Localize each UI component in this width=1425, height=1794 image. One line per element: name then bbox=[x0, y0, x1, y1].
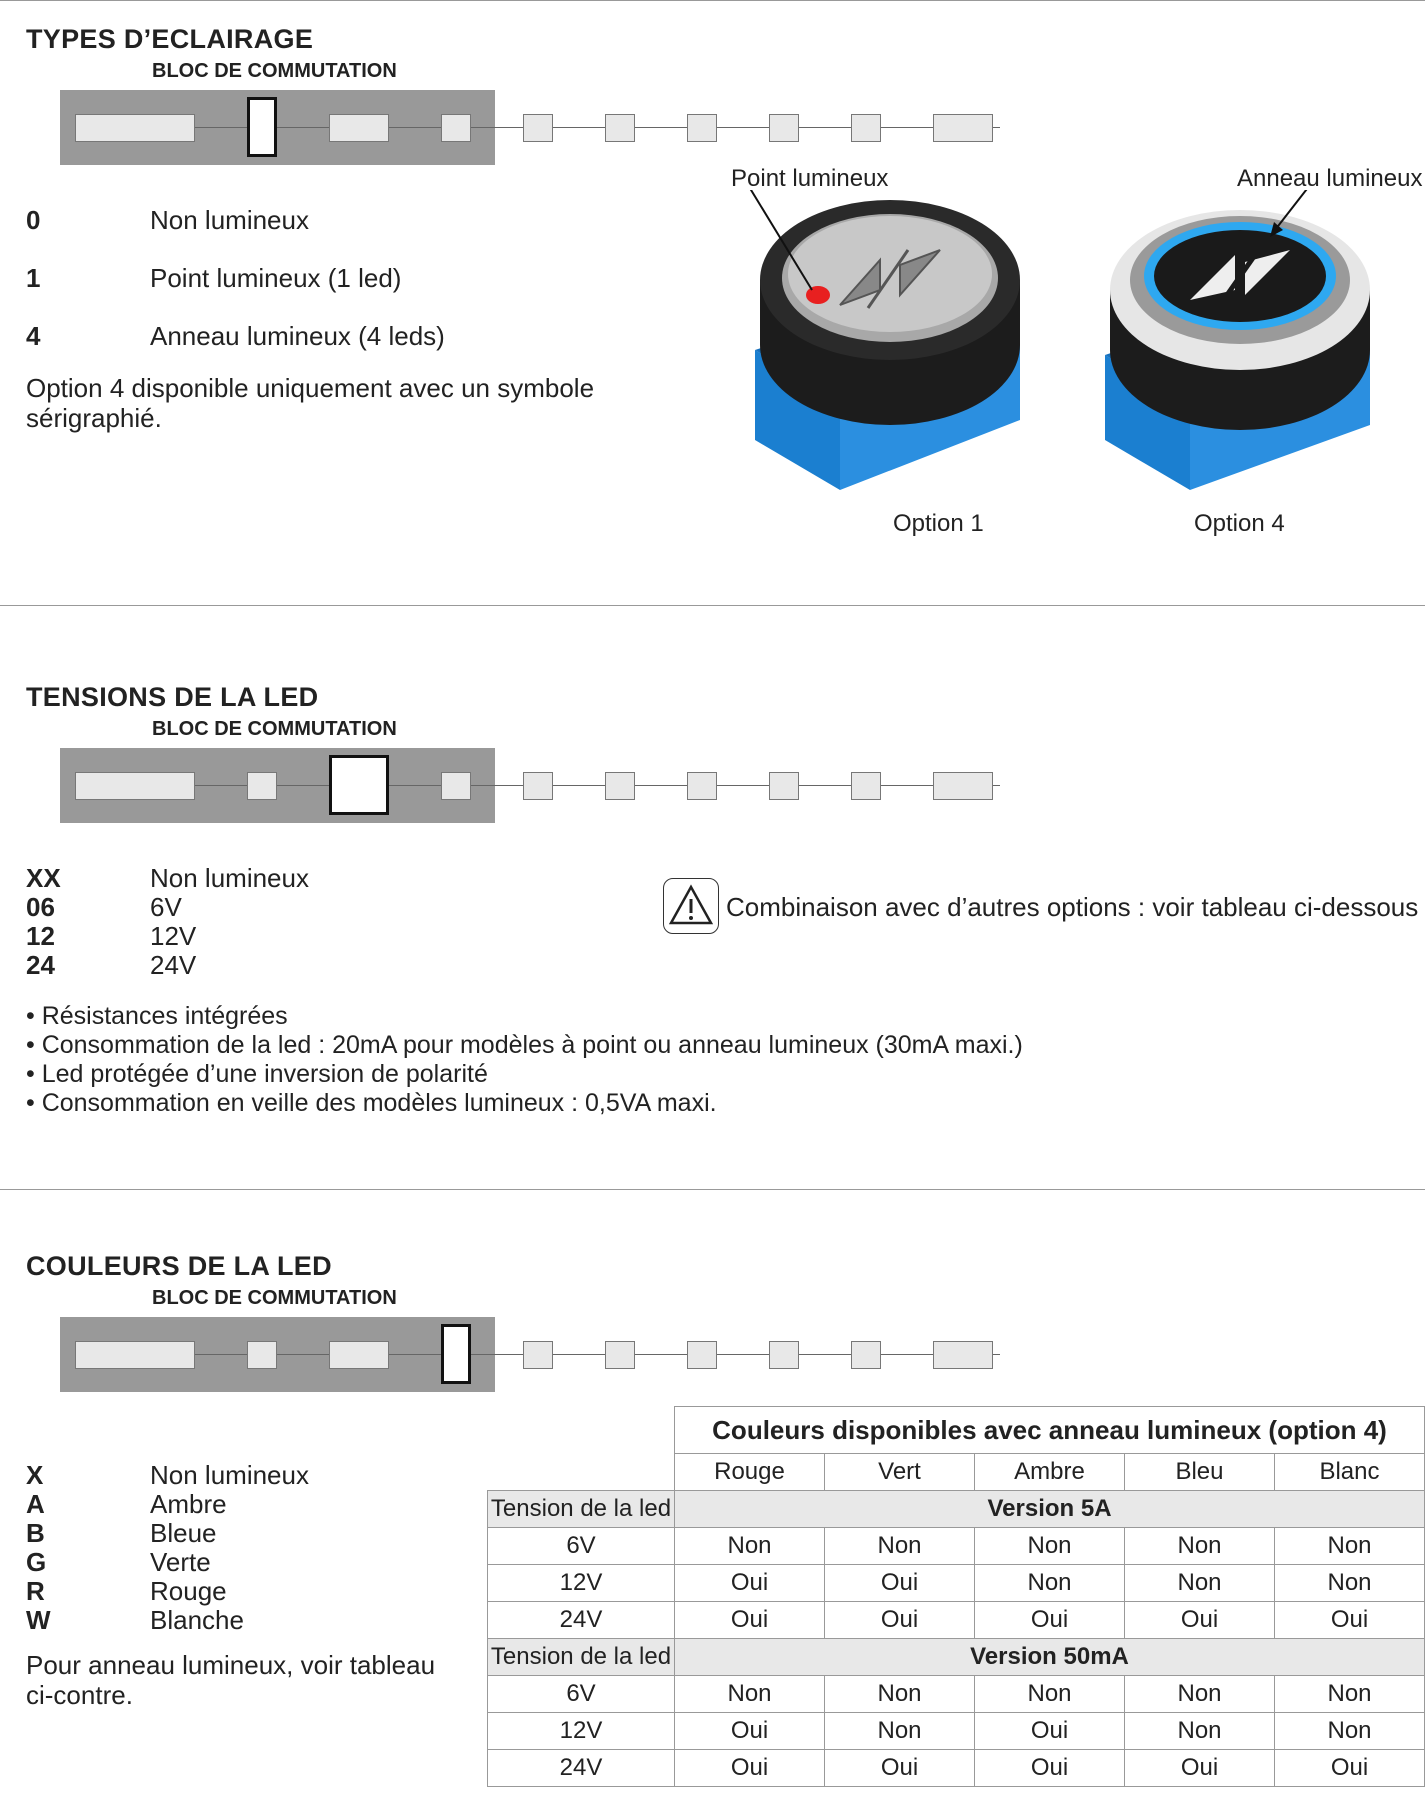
code-w: W bbox=[26, 1605, 51, 1635]
list-item: • Led protégée d’une inversion de polarité bbox=[26, 1060, 488, 1088]
list-item: • Consommation en veille des modèles lumineux : 0,5VA maxi. bbox=[26, 1089, 717, 1117]
color-header: Rouge bbox=[675, 1454, 825, 1491]
section-title-couleurs: COULEURS DE LA LED bbox=[26, 1251, 332, 1281]
code-diagram-tensions bbox=[60, 748, 1060, 823]
table-cell: Non bbox=[675, 1676, 825, 1713]
table-cell: Oui bbox=[975, 1713, 1125, 1750]
desc-x: Non lumineux bbox=[150, 1460, 309, 1490]
code-4: 4 bbox=[26, 321, 41, 351]
table-cell: 24V bbox=[488, 1750, 675, 1787]
table-cell: Non bbox=[1275, 1565, 1425, 1602]
desc-r: Rouge bbox=[150, 1576, 227, 1606]
table-cell: Oui bbox=[1125, 1602, 1275, 1639]
table-cell: Non bbox=[825, 1713, 975, 1750]
code-x: X bbox=[26, 1460, 44, 1490]
table-title: Couleurs disponibles avec anneau lumineux (option 4) bbox=[675, 1407, 1425, 1454]
list-item: • Résistances intégrées bbox=[26, 1002, 288, 1030]
desc-w: Blanche bbox=[150, 1605, 244, 1635]
table-cell: Non bbox=[825, 1676, 975, 1713]
section-title-eclairage: TYPES D’ECLAIRAGE bbox=[26, 24, 314, 54]
table-cell: 12V bbox=[488, 1713, 675, 1750]
version-header: Version 50mA bbox=[675, 1639, 1425, 1676]
code-0: 0 bbox=[26, 205, 41, 235]
code-g: G bbox=[26, 1547, 47, 1577]
caption-option1: Option 1 bbox=[893, 510, 984, 537]
desc-06: 6V bbox=[150, 892, 182, 922]
table-cell: Non bbox=[975, 1528, 1125, 1565]
table-cell: Oui bbox=[675, 1750, 825, 1787]
table-cell: Non bbox=[975, 1676, 1125, 1713]
table-cell: Oui bbox=[1125, 1750, 1275, 1787]
table-cell: Oui bbox=[825, 1565, 975, 1602]
desc-xx: Non lumineux bbox=[150, 863, 309, 893]
table-cell: Oui bbox=[1275, 1602, 1425, 1639]
desc-g: Verte bbox=[150, 1547, 211, 1577]
version-header: Version 5A bbox=[675, 1491, 1425, 1528]
table-cell: Non bbox=[1275, 1528, 1425, 1565]
divider-1 bbox=[0, 605, 1425, 606]
code-diagram-couleurs bbox=[60, 1317, 1060, 1392]
desc-1: Point lumineux (1 led) bbox=[150, 263, 402, 293]
table-cell: Non bbox=[1125, 1565, 1275, 1602]
desc-0: Non lumineux bbox=[150, 205, 309, 235]
table-cell: Oui bbox=[975, 1750, 1125, 1787]
table-row bbox=[488, 1750, 1425, 1787]
table-row bbox=[488, 1602, 1425, 1639]
section-title-tensions: TENSIONS DE LA LED bbox=[26, 682, 319, 712]
table-cell: Non bbox=[825, 1528, 975, 1565]
desc-12: 12V bbox=[150, 921, 197, 951]
table-cell: Non bbox=[675, 1528, 825, 1565]
code-b: B bbox=[26, 1518, 45, 1548]
color-header: Bleu bbox=[1125, 1454, 1275, 1491]
table-cell: Oui bbox=[675, 1602, 825, 1639]
colors-table bbox=[487, 1406, 1425, 1787]
code-diagram-eclairage bbox=[60, 90, 1060, 165]
note-anneau: Pour anneau lumineux, voir tableau ci-contre. bbox=[26, 1650, 436, 1710]
table-cell: Non bbox=[1125, 1528, 1275, 1565]
table-row bbox=[488, 1713, 1425, 1750]
table-cell: Oui bbox=[975, 1602, 1125, 1639]
desc-4: Anneau lumineux (4 leds) bbox=[150, 321, 445, 351]
led-specs-list bbox=[26, 1002, 1023, 1118]
table-cell: Oui bbox=[675, 1565, 825, 1602]
table-row bbox=[488, 1676, 1425, 1713]
table-cell: 6V bbox=[488, 1528, 675, 1565]
list-item: • Consommation de la led : 20mA pour modèles à point ou anneau lumineux (30mA maxi.) bbox=[26, 1031, 1023, 1059]
caption-option4: Option 4 bbox=[1194, 510, 1285, 537]
color-header: Blanc bbox=[1275, 1454, 1425, 1491]
table-cell: Non bbox=[975, 1565, 1125, 1602]
row-header: Tension de la led bbox=[488, 1639, 675, 1676]
note-option4: Option 4 disponible uniquement avec un symbole sérigraphié. bbox=[26, 373, 595, 433]
table-cell: Oui bbox=[825, 1602, 975, 1639]
top-divider bbox=[0, 0, 1425, 1]
table-row bbox=[488, 1565, 1425, 1602]
button-option1-image bbox=[740, 190, 1040, 500]
table-cell: Non bbox=[1275, 1676, 1425, 1713]
color-header: Ambre bbox=[975, 1454, 1125, 1491]
code-xx: XX bbox=[26, 863, 61, 893]
table-cell: Oui bbox=[675, 1713, 825, 1750]
table-cell: Non bbox=[1125, 1676, 1275, 1713]
table-cell: Oui bbox=[825, 1750, 975, 1787]
table-cell: Oui bbox=[1275, 1750, 1425, 1787]
desc-a: Ambre bbox=[150, 1489, 227, 1519]
table-row bbox=[488, 1528, 1425, 1565]
divider-2 bbox=[0, 1189, 1425, 1190]
row-header: Tension de la led bbox=[488, 1491, 675, 1528]
code-r: R bbox=[26, 1576, 45, 1606]
color-header: Vert bbox=[825, 1454, 975, 1491]
bloc-label: BLOC DE COMMUTATION bbox=[152, 60, 397, 82]
table-cell: Non bbox=[1275, 1713, 1425, 1750]
warning-text: Combinaison avec d’autres options : voir tableau ci-dessous bbox=[726, 892, 1419, 922]
table-cell: 12V bbox=[488, 1565, 675, 1602]
table-cell: 24V bbox=[488, 1602, 675, 1639]
desc-b: Bleue bbox=[150, 1518, 217, 1548]
code-a: A bbox=[26, 1489, 45, 1519]
code-24: 24 bbox=[26, 950, 55, 980]
table-cell: Non bbox=[1125, 1713, 1275, 1750]
bloc-label: BLOC DE COMMUTATION bbox=[152, 1287, 397, 1309]
label-anneau-lumineux: Anneau lumineux bbox=[1237, 165, 1423, 192]
table-cell: 6V bbox=[488, 1676, 675, 1713]
code-12: 12 bbox=[26, 921, 55, 951]
code-1: 1 bbox=[26, 263, 41, 293]
label-point-lumineux: Point lumineux bbox=[731, 165, 889, 192]
bloc-label: BLOC DE COMMUTATION bbox=[152, 718, 397, 740]
button-option4-image bbox=[1100, 190, 1400, 500]
desc-24: 24V bbox=[150, 950, 197, 980]
code-06: 06 bbox=[26, 892, 55, 922]
warning-icon bbox=[663, 878, 719, 934]
